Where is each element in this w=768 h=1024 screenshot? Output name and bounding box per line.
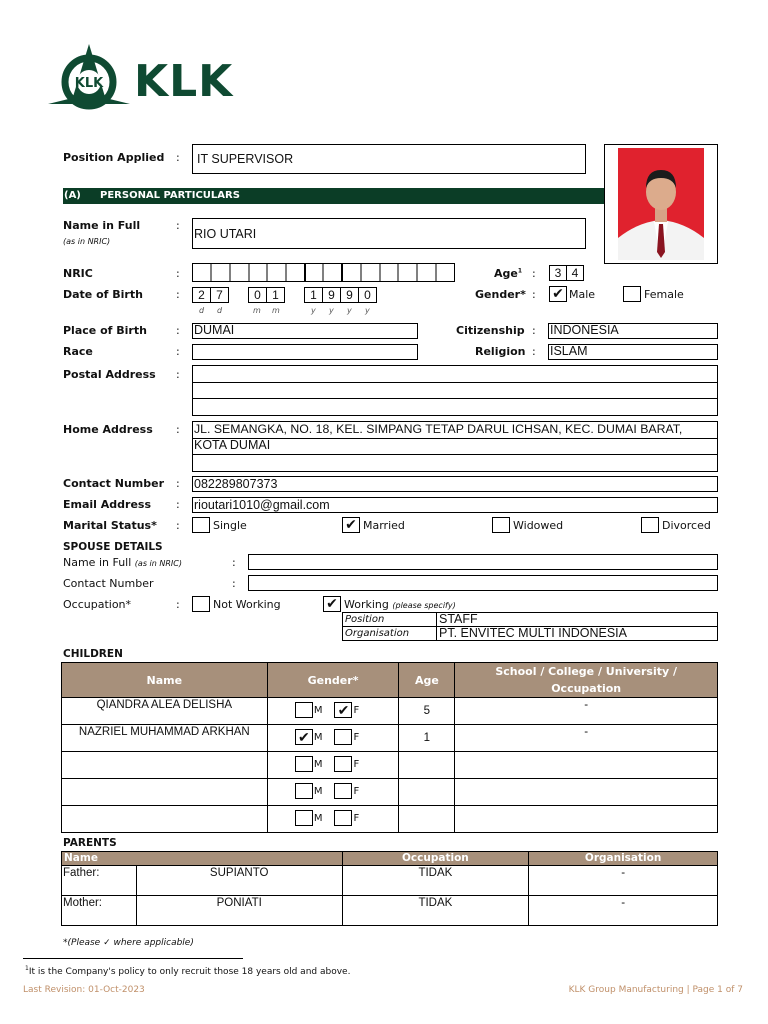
race-label: Race bbox=[63, 345, 93, 358]
marital-label: Marital Status* bbox=[63, 519, 157, 532]
child-school[interactable]: - bbox=[455, 725, 718, 752]
parent-occupation[interactable]: TIDAK bbox=[342, 896, 529, 926]
email-field[interactable] bbox=[192, 497, 718, 513]
child-gender-m-label: M bbox=[313, 704, 323, 716]
spouse-working-label: Working (please specify) bbox=[344, 598, 456, 611]
parents-header-name: Name bbox=[62, 852, 137, 866]
marital-single-checkbox[interactable] bbox=[192, 517, 210, 533]
table-row bbox=[62, 866, 718, 896]
home-line-2: KOTA DUMAI bbox=[194, 438, 271, 452]
gender-male-checkbox[interactable]: ✔ bbox=[549, 286, 567, 302]
children-header-age: Age bbox=[399, 663, 455, 698]
child-gender-f-label: F bbox=[353, 758, 360, 770]
footnote-divider bbox=[23, 958, 243, 959]
marital-divorced-checkbox[interactable] bbox=[641, 517, 659, 533]
child-gender-m-checkbox[interactable] bbox=[295, 783, 313, 799]
child-gender-m-checkbox[interactable] bbox=[295, 810, 313, 826]
child-name[interactable]: NAZRIEL MUHAMMAD ARKHAN bbox=[62, 725, 268, 752]
colon: : bbox=[176, 498, 180, 511]
dob-day-2[interactable]: 7 bbox=[210, 287, 229, 303]
colon: : bbox=[532, 267, 536, 280]
postal-field[interactable] bbox=[192, 365, 718, 416]
dob-year-3[interactable]: 9 bbox=[340, 287, 359, 303]
colon: : bbox=[176, 345, 180, 358]
parents-header-spacer bbox=[136, 852, 342, 866]
child-gender-f-checkbox[interactable] bbox=[334, 783, 352, 799]
child-age[interactable] bbox=[399, 779, 455, 806]
marital-married-label: Married bbox=[363, 519, 405, 532]
age-footnote-mark: 1 bbox=[517, 267, 523, 275]
parents-header-occupation: Occupation bbox=[342, 852, 529, 866]
child-gender[interactable] bbox=[267, 779, 399, 806]
child-gender-f-checkbox[interactable] bbox=[334, 756, 352, 772]
klk-emblem-icon bbox=[46, 42, 132, 114]
colon: : bbox=[176, 324, 180, 337]
child-gender[interactable] bbox=[267, 725, 399, 752]
citizenship-label: Citizenship bbox=[456, 324, 525, 337]
table-row bbox=[62, 725, 718, 752]
dob-month-2[interactable]: 1 bbox=[266, 287, 285, 303]
colon: : bbox=[176, 598, 180, 611]
child-gender-f-checkbox[interactable]: ✔ bbox=[334, 702, 352, 718]
colon: : bbox=[176, 368, 180, 381]
email-value: rioutari1010@gmail.com bbox=[194, 498, 330, 512]
children-header-school: School / College / University / Occupation bbox=[455, 663, 718, 698]
spouse-contact-label: Contact Number bbox=[63, 577, 154, 590]
klk-wordmark: KLK bbox=[134, 56, 234, 107]
colon: : bbox=[532, 345, 536, 358]
child-school[interactable] bbox=[455, 779, 718, 806]
children-header-gender: Gender* bbox=[267, 663, 399, 698]
child-gender-m-label: M bbox=[313, 812, 323, 824]
religion-label: Religion bbox=[475, 345, 526, 358]
contact-label: Contact Number bbox=[63, 477, 165, 490]
table-row bbox=[62, 698, 718, 725]
marital-divorced-label: Divorced bbox=[662, 519, 711, 532]
child-age[interactable]: 1 bbox=[399, 725, 455, 752]
child-age[interactable]: 5 bbox=[399, 698, 455, 725]
table-row bbox=[62, 896, 718, 926]
home-line-1: JL. SEMANGKA, NO. 18, KEL. SIMPANG TETAP DARUL ICHSAN, KEC. DUMAI BARAT, bbox=[194, 422, 683, 436]
colon: : bbox=[532, 288, 536, 301]
child-gender[interactable] bbox=[267, 752, 399, 779]
colon: : bbox=[176, 423, 180, 436]
race-field[interactable] bbox=[192, 344, 418, 360]
child-gender[interactable] bbox=[267, 806, 399, 833]
spouse-organisation-value: PT. ENVITEC MULTI INDONESIA bbox=[439, 626, 627, 640]
colon: : bbox=[176, 267, 180, 280]
parent-organisation[interactable]: - bbox=[529, 896, 718, 926]
dob-hint: m bbox=[272, 306, 280, 315]
spouse-name-field[interactable] bbox=[248, 554, 718, 570]
birth-place-field[interactable] bbox=[192, 323, 418, 339]
svg-text:KLK: KLK bbox=[74, 76, 104, 91]
section-a-code: (A) bbox=[64, 190, 81, 201]
child-name[interactable] bbox=[62, 779, 268, 806]
birth-place-label: Place of Birth bbox=[63, 324, 147, 337]
home-field[interactable] bbox=[192, 421, 718, 472]
contact-field[interactable] bbox=[192, 476, 718, 492]
colon: : bbox=[176, 477, 180, 490]
dob-hint: y bbox=[365, 306, 370, 315]
dob-label: Date of Birth bbox=[63, 288, 143, 301]
parent-organisation[interactable]: - bbox=[529, 866, 718, 896]
child-gender[interactable] bbox=[267, 698, 399, 725]
name-value: RIO UTARI bbox=[194, 227, 257, 241]
parent-name[interactable]: PONIATI bbox=[136, 896, 342, 926]
children-header-row bbox=[62, 663, 718, 698]
child-gender-m-label: M bbox=[313, 731, 323, 743]
child-gender-f-checkbox[interactable] bbox=[334, 810, 352, 826]
child-gender-f-label: F bbox=[353, 812, 360, 824]
table-row bbox=[62, 779, 718, 806]
child-gender-f-checkbox[interactable] bbox=[334, 729, 352, 745]
marital-married-checkbox[interactable]: ✔ bbox=[342, 517, 360, 533]
spouse-position-row[interactable] bbox=[342, 612, 718, 627]
spouse-position-label: Position bbox=[345, 614, 385, 625]
child-name[interactable]: QIANDRA ALEA DELISHA bbox=[62, 698, 268, 725]
spouse-organisation-row[interactable] bbox=[342, 626, 718, 641]
spouse-organisation-label: Organisation bbox=[345, 628, 410, 639]
child-gender-f-label: F bbox=[353, 731, 360, 743]
name-field[interactable] bbox=[192, 218, 586, 249]
spouse-contact-field[interactable] bbox=[248, 575, 718, 591]
parent-occupation[interactable]: TIDAK bbox=[342, 866, 529, 896]
parent-relation: Mother: bbox=[62, 896, 137, 926]
age-label: Age$^1$ bbox=[494, 267, 523, 280]
gender-female-checkbox[interactable] bbox=[623, 286, 641, 302]
children-table bbox=[61, 662, 718, 833]
footnote: $^1$It is the Company's policy to only recruit those 18 years old and above. bbox=[25, 965, 351, 977]
colon: : bbox=[176, 219, 180, 232]
colon: : bbox=[232, 556, 236, 569]
child-gender-m-checkbox[interactable] bbox=[295, 756, 313, 772]
parent-name[interactable]: SUPIANTO bbox=[136, 866, 342, 896]
child-age[interactable] bbox=[399, 806, 455, 833]
dob-hint: d bbox=[199, 306, 205, 315]
position-label: Position Applied bbox=[63, 151, 165, 164]
table-row bbox=[62, 752, 718, 779]
position-field[interactable] bbox=[192, 144, 586, 174]
spouse-not-working-checkbox[interactable] bbox=[192, 596, 210, 612]
name-label: Name in Full bbox=[63, 219, 141, 232]
footer-revision: Last Revision: 01-Oct-2023 bbox=[23, 985, 145, 995]
parent-relation: Father: bbox=[62, 866, 137, 896]
dob-month-1[interactable]: 0 bbox=[248, 287, 267, 303]
colon: : bbox=[176, 288, 180, 301]
parents-table bbox=[61, 851, 718, 926]
email-label: Email Address bbox=[63, 498, 152, 511]
dob-year-1[interactable]: 1 bbox=[304, 287, 323, 303]
footer-page: KLK Group Manufacturing | Page 1 of 7 bbox=[568, 985, 743, 995]
spouse-working-checkbox[interactable]: ✔ bbox=[323, 596, 341, 612]
child-school[interactable] bbox=[455, 806, 718, 833]
section-a-title: PERSONAL PARTICULARS bbox=[100, 190, 240, 201]
dob-hint: y bbox=[329, 306, 334, 315]
spouse-position-value: STAFF bbox=[439, 612, 478, 626]
spouse-heading: SPOUSE DETAILS bbox=[63, 541, 163, 553]
child-gender-f-label: F bbox=[353, 704, 360, 716]
klk-logo bbox=[46, 42, 256, 114]
child-name[interactable] bbox=[62, 806, 268, 833]
dob-hint: m bbox=[253, 306, 261, 315]
child-name[interactable] bbox=[62, 752, 268, 779]
marital-widowed-label: Widowed bbox=[513, 519, 564, 532]
dob-hint: d bbox=[217, 306, 223, 315]
spouse-occupation-label: Occupation* bbox=[63, 598, 132, 611]
nric-boxes bbox=[192, 263, 456, 282]
dob-day-1[interactable]: 2 bbox=[192, 287, 211, 303]
child-gender-m-checkbox[interactable] bbox=[295, 702, 313, 718]
dob-hint: y bbox=[311, 306, 316, 315]
gender-label: Gender* bbox=[475, 288, 526, 301]
parents-heading: PARENTS bbox=[63, 837, 117, 849]
child-school[interactable] bbox=[455, 752, 718, 779]
citizenship-value: INDONESIA bbox=[550, 323, 619, 337]
postal-label: Postal Address bbox=[63, 368, 156, 381]
marital-widowed-checkbox[interactable] bbox=[492, 517, 510, 533]
colon: : bbox=[176, 151, 180, 164]
contact-value: 082289807373 bbox=[194, 477, 278, 491]
spouse-not-working-label: Not Working bbox=[213, 598, 281, 611]
parents-header-row bbox=[62, 852, 718, 866]
gender-male-label: Male bbox=[569, 288, 596, 301]
children-heading: CHILDREN bbox=[63, 648, 123, 660]
portrait-image bbox=[618, 148, 704, 260]
child-gender-f-label: F bbox=[353, 785, 360, 797]
tick-note: *(Please ✓ where applicable) bbox=[63, 938, 194, 948]
colon: : bbox=[532, 324, 536, 337]
table-row bbox=[62, 806, 718, 833]
home-label: Home Address bbox=[63, 423, 153, 436]
colon: : bbox=[232, 577, 236, 590]
dob-hint: y bbox=[347, 306, 352, 315]
dob-year-2[interactable]: 9 bbox=[322, 287, 341, 303]
applicant-photo bbox=[604, 144, 718, 264]
child-school[interactable]: - bbox=[455, 698, 718, 725]
age-digit-1[interactable]: 3 bbox=[549, 265, 567, 281]
section-a-bar bbox=[63, 188, 604, 204]
child-gender-m-label: M bbox=[313, 758, 323, 770]
nric-field[interactable] bbox=[192, 263, 456, 282]
children-header-name: Name bbox=[62, 663, 268, 698]
colon: : bbox=[176, 519, 180, 532]
religion-value: ISLAM bbox=[550, 344, 588, 358]
age-digit-2[interactable]: 4 bbox=[566, 265, 584, 281]
child-gender-m-checkbox[interactable]: ✔ bbox=[295, 729, 313, 745]
child-gender-m-label: M bbox=[313, 785, 323, 797]
parents-header-organisation: Organisation bbox=[529, 852, 718, 866]
spouse-name-label: Name in Full (as in NRIC) bbox=[63, 556, 182, 569]
birth-place-value: DUMAI bbox=[194, 323, 235, 337]
citizenship-field[interactable] bbox=[548, 323, 718, 339]
religion-field[interactable] bbox=[548, 344, 718, 360]
position-value: IT SUPERVISOR bbox=[197, 152, 294, 166]
dob-year-4[interactable]: 0 bbox=[358, 287, 377, 303]
nric-label: NRIC bbox=[63, 267, 93, 280]
marital-single-label: Single bbox=[213, 519, 247, 532]
gender-female-label: Female bbox=[644, 288, 684, 301]
name-sub: (as in NRIC) bbox=[63, 237, 111, 246]
child-age[interactable] bbox=[399, 752, 455, 779]
